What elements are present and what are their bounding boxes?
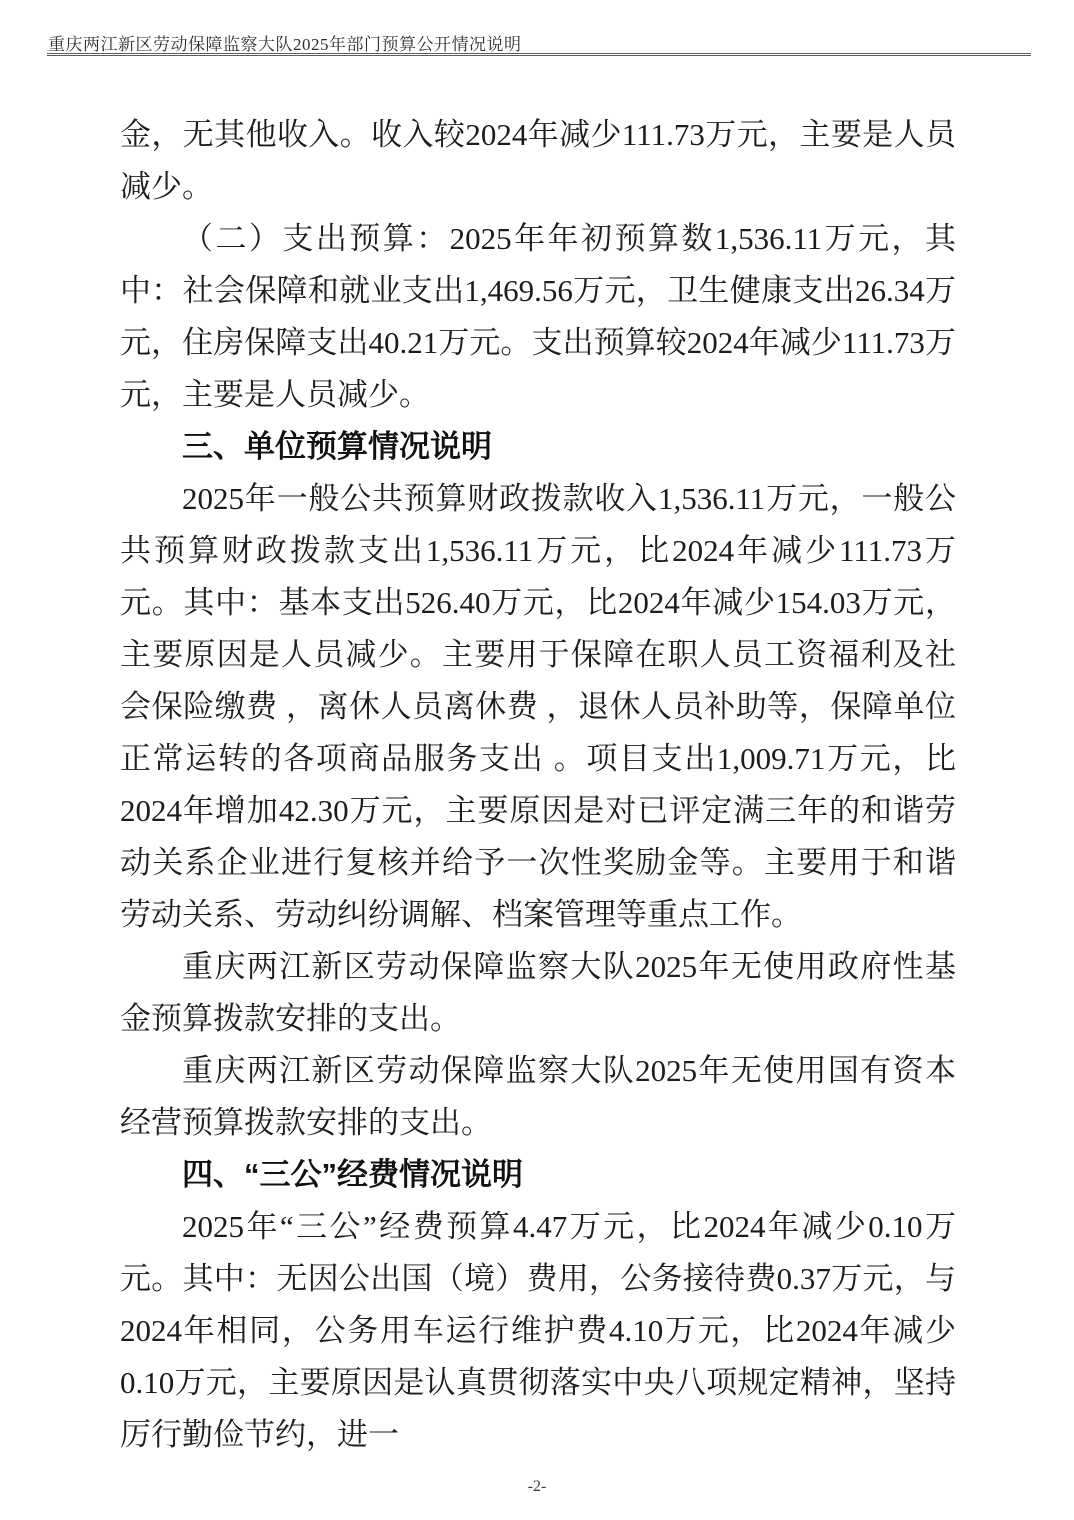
header-rule bbox=[47, 53, 1031, 56]
paragraph-three-public-expenses: 2025年“三公”经费预算4.47万元，比2024年减少0.10万元。其中：无因公出国（境）费用，公务接待费0.37万元，与2024年相同，公务用车运行维护费4.10万元，比2024年减少0.10万元，主要原因是认真贯彻落实中央八项规定精神，坚持厉行勤俭节约，进一 bbox=[120, 1209, 956, 1452]
paragraph-revenue-carryover: 金，无其他收入。收入较2024年减少111.73万元，主要是人员减少。 bbox=[120, 117, 956, 204]
paragraph-state-capital: 重庆两江新区劳动保障监察大队2025年无使用国有资本经营预算拨款安排的支出。 bbox=[120, 1053, 956, 1140]
section-heading-three-public-expenses: 四、“三公”经费情况说明 bbox=[182, 1157, 523, 1192]
document-body bbox=[120, 109, 956, 1461]
paragraph-expenditure-budget: （二）支出预算：2025年年初预算数1,536.11万元，其中：社会保障和就业支出1,469.56万元，卫生健康支出26.34万元，住房保障支出40.21万元。支出预算较2024年减少111.73万元，主要是人员减少。 bbox=[120, 221, 956, 412]
page-number: -2- bbox=[527, 1478, 547, 1495]
paragraph-government-fund: 重庆两江新区劳动保障监察大队2025年无使用政府性基金预算拨款安排的支出。 bbox=[120, 949, 956, 1036]
paragraph-unit-budget-detail: 2025年一般公共预算财政拨款收入1,536.11万元，一般公共预算财政拨款支出1,536.11万元，比2024年减少111.73万元。其中：基本支出526.40万元，比2024年减少154.03万元，主要原因是人员减少。主要用于保障在职人员工资福利及社会保险缴费 ，离休人员离休费 ，退休人员补助等，保障单位正常运转的各项商品服务支出 。项目支出1,009.71万元，比2024年增加42.30万元，主要原因是对已评定满三年的和谐劳动关系企业进行复核并给予一次性奖励金等。主要用于和谐劳动关系、劳动纠纷调解、档案管理等重点工作。 bbox=[120, 481, 956, 932]
section-heading-unit-budget: 三、单位预算情况说明 bbox=[182, 429, 492, 464]
running-header-title: 重庆两江新区劳动保障监察大队2025年部门预算公开情况说明 bbox=[48, 35, 522, 54]
